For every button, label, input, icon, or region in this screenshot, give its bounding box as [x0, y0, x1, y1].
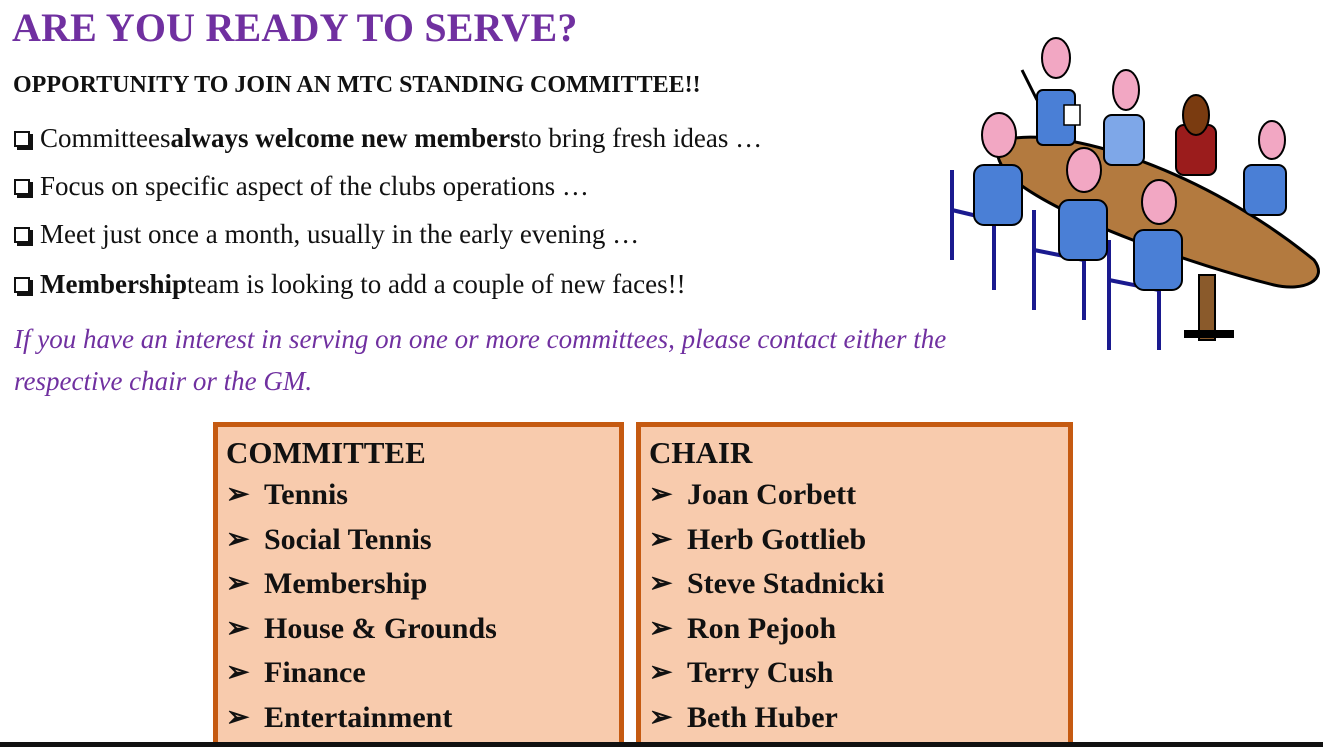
person-icon	[1176, 95, 1216, 175]
subtitle: OPPORTUNITY TO JOIN AN MTC STANDING COMMITTEE!!	[13, 72, 701, 98]
arrow-bullet-icon: ➢	[226, 657, 250, 689]
arrow-bullet-icon: ➢	[226, 612, 250, 644]
committee-header: COMMITTEE	[226, 435, 426, 470]
bullet-text-bold: always welcome new members	[170, 123, 521, 153]
bullet-text-post: team is looking to add a couple of new faces!!	[186, 269, 686, 299]
bullet-item	[14, 260, 762, 308]
chair-header: CHAIR	[649, 435, 753, 470]
committee-name: Tennis	[264, 478, 348, 511]
bullet-text-pre: Meet just once a month, usually in the early evening …	[40, 219, 640, 249]
standing-person-icon	[1022, 38, 1080, 145]
bullet-text-pre: Committees	[40, 123, 171, 153]
committee-meeting-illustration	[944, 30, 1323, 360]
chair-name: Herb Gottlieb	[687, 522, 867, 556]
chair-name: Joan Corbett	[687, 478, 857, 511]
list-item	[226, 651, 619, 696]
chair-name: Beth Huber	[687, 700, 838, 734]
contact-note: If you have an interest in serving on one or more committees, please contact either the respective chair or the GM.	[14, 324, 947, 396]
bullet-text-bold: Membership	[40, 269, 187, 299]
list-item	[226, 607, 619, 652]
arrow-bullet-icon: ➢	[649, 523, 673, 555]
bullet-list	[14, 114, 762, 308]
arrow-bullet-icon: ➢	[226, 568, 250, 600]
committee-name: Entertainment	[264, 700, 453, 734]
checkbox-bullet-icon	[14, 277, 30, 293]
checkbox-bullet-icon	[14, 227, 30, 243]
bullet-item	[14, 210, 762, 258]
bullet-text-pre: Focus on specific aspect of the clubs operations …	[40, 171, 589, 201]
list-item	[226, 696, 619, 741]
list-item	[226, 473, 619, 518]
chair-name: Terry Cush	[687, 656, 834, 690]
person-icon	[1104, 70, 1144, 165]
committee-name: House & Grounds	[264, 611, 497, 645]
checkbox-bullet-icon	[14, 179, 30, 195]
chair-name: Steve Stadnicki	[687, 567, 885, 601]
bullet-text-post: to bring fresh ideas …	[520, 123, 763, 153]
arrow-bullet-icon: ➢	[649, 612, 673, 644]
list-item	[649, 607, 1068, 652]
list-item	[649, 696, 1068, 741]
list-item	[226, 518, 619, 563]
arrow-bullet-icon: ➢	[649, 701, 673, 733]
arrow-bullet-icon: ➢	[649, 657, 673, 689]
arrow-bullet-icon: ➢	[226, 523, 250, 555]
person-icon	[1244, 121, 1286, 215]
bottom-divider	[0, 742, 1323, 747]
list-item	[649, 562, 1068, 607]
arrow-bullet-icon: ➢	[649, 479, 673, 510]
arrow-bullet-icon: ➢	[226, 701, 250, 733]
list-item	[649, 518, 1068, 563]
list-item	[649, 473, 1068, 518]
list-item	[226, 562, 619, 607]
list-item	[649, 651, 1068, 696]
chair-name: Ron Pejooh	[687, 611, 837, 645]
committee-box	[213, 422, 624, 747]
bullet-item	[14, 114, 762, 162]
committee-list	[226, 473, 619, 741]
checkbox-bullet-icon	[14, 131, 30, 147]
chair-list	[649, 473, 1068, 741]
committee-name: Finance	[264, 656, 366, 690]
person-icon	[974, 113, 1022, 225]
arrow-bullet-icon: ➢	[226, 479, 250, 510]
chair-box	[636, 422, 1073, 747]
page-title: ARE YOU READY TO SERVE?	[12, 5, 578, 50]
committee-name: Social Tennis	[264, 522, 432, 556]
committee-name: Membership	[264, 567, 428, 601]
bullet-item	[14, 162, 762, 210]
arrow-bullet-icon: ➢	[649, 568, 673, 600]
